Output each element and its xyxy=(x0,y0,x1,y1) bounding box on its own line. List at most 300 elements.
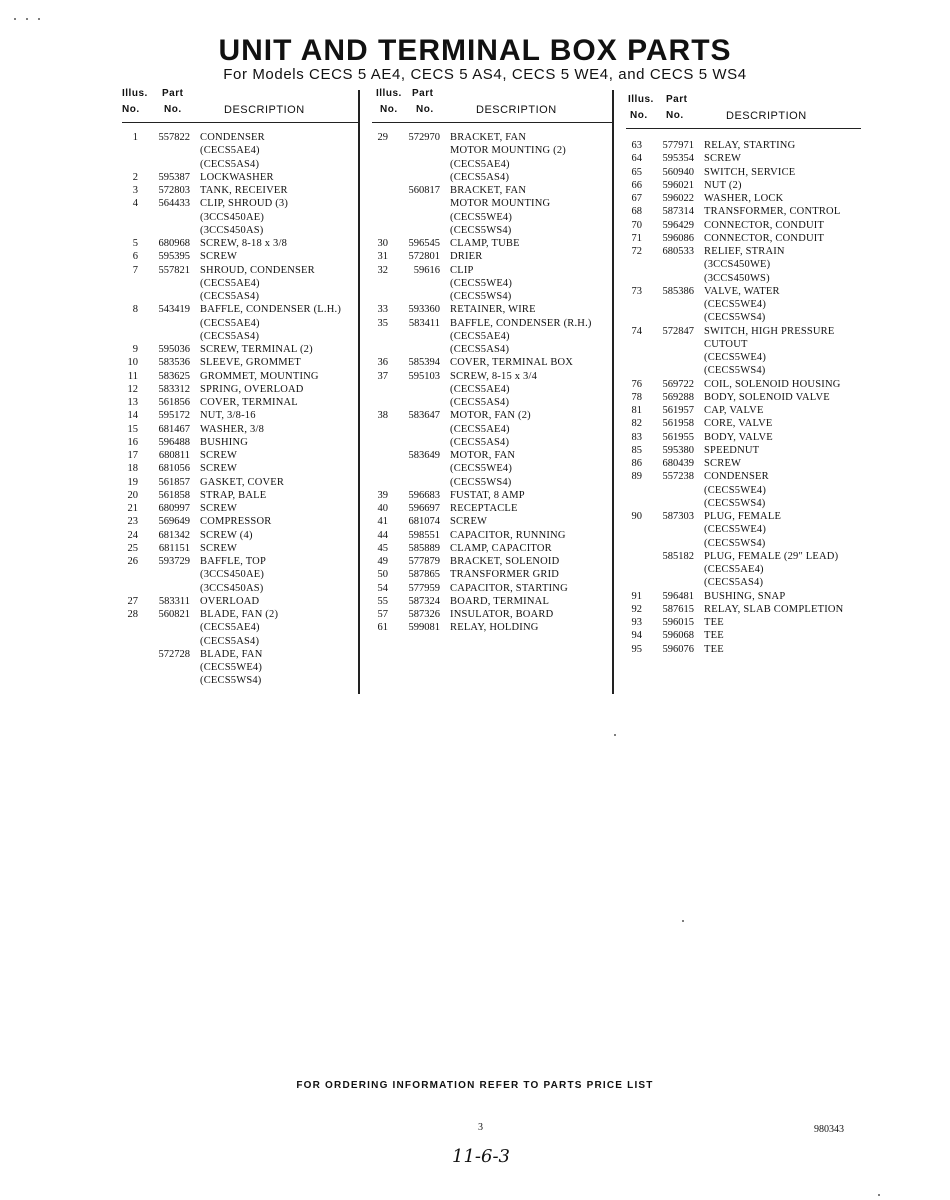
part-number: 593729 xyxy=(158,556,190,567)
page-title: UNIT AND TERMINAL BOX PARTS xyxy=(218,34,732,67)
part-row xyxy=(372,211,612,224)
part-number xyxy=(138,568,190,581)
part-row xyxy=(626,166,861,179)
illus-number: 3 xyxy=(132,185,138,196)
part-description: INSULATOR, BOARD xyxy=(450,609,554,620)
illus-number xyxy=(122,674,138,687)
part-number: 557821 xyxy=(158,264,190,276)
illus-number: 30 xyxy=(377,238,388,249)
illus-number: 50 xyxy=(377,569,388,581)
illus-number: 54 xyxy=(377,582,388,594)
part-row xyxy=(372,224,612,237)
part-number xyxy=(642,298,694,311)
part-row xyxy=(122,184,360,197)
part-description: (CECS5WE4) xyxy=(450,463,513,475)
part-description: (CECS5WS4) xyxy=(200,675,262,687)
illus-number xyxy=(372,290,388,303)
part-description: (3CCS450AE) xyxy=(200,211,265,223)
part-description: BOARD, TERMINAL xyxy=(450,595,550,607)
part-number: 596076 xyxy=(662,643,694,655)
part-description: (CECS5WS4) xyxy=(704,365,766,377)
part-row xyxy=(122,436,360,449)
part-number xyxy=(388,476,440,489)
page-subtitle: For Models CECS 5 AE4, CECS 5 AS4, CECS 5 WE4, and CECS 5 WS4 xyxy=(223,66,747,83)
illus-number xyxy=(626,364,642,377)
scan-speck xyxy=(682,920,684,922)
illus-number xyxy=(372,436,388,449)
part-description: CLAMP, TUBE xyxy=(450,238,520,249)
part-description: CLAMP, CAPACITOR xyxy=(450,542,552,554)
part-number: 557238 xyxy=(662,471,694,483)
part-number: 595172 xyxy=(158,410,190,422)
part-row xyxy=(626,470,861,483)
part-row xyxy=(122,211,360,224)
part-row xyxy=(626,523,861,536)
part-description: SCREW xyxy=(704,458,742,469)
part-number: 595395 xyxy=(158,251,190,263)
illus-number xyxy=(122,648,138,661)
part-number xyxy=(138,211,190,224)
part-description: TEE xyxy=(704,617,724,628)
part-number xyxy=(642,497,694,510)
part-row xyxy=(122,542,360,555)
part-description: FUSTAT, 8 AMP xyxy=(450,489,525,501)
illus-number xyxy=(372,144,388,157)
part-number: 680968 xyxy=(158,238,190,249)
part-description: RELAY, SLAB COMPLETION xyxy=(704,603,844,615)
part-number: 680439 xyxy=(662,458,694,469)
header-illus: Illus. xyxy=(628,94,654,105)
part-number: 596022 xyxy=(662,193,694,204)
part-description: MOTOR MOUNTING xyxy=(450,198,551,210)
part-row xyxy=(372,330,612,343)
part-number: 595103 xyxy=(408,370,440,382)
part-number: 596015 xyxy=(662,617,694,628)
part-number: 583311 xyxy=(158,595,190,607)
illus-number: 10 xyxy=(127,357,138,369)
part-row xyxy=(626,245,861,258)
part-row xyxy=(372,489,612,502)
parts-list xyxy=(626,139,861,656)
illus-number xyxy=(626,338,642,351)
part-row xyxy=(372,343,612,356)
part-number: 543419 xyxy=(158,304,190,316)
illus-number: 24 xyxy=(127,529,138,541)
part-row xyxy=(122,277,360,290)
part-row xyxy=(626,563,861,576)
illus-number xyxy=(122,330,138,343)
illus-number: 27 xyxy=(127,595,138,607)
part-number xyxy=(388,197,440,210)
part-row xyxy=(372,529,612,542)
part-number xyxy=(388,290,440,303)
part-description: (CECS5AE4) xyxy=(450,383,510,395)
illus-number xyxy=(372,449,388,462)
part-number: 587865 xyxy=(408,569,440,581)
part-number: 561955 xyxy=(662,431,694,443)
part-row xyxy=(372,462,612,475)
part-number xyxy=(642,563,694,576)
illus-number xyxy=(626,563,642,576)
illus-number: 33 xyxy=(377,304,388,316)
illus-number: 66 xyxy=(631,179,642,191)
illus-number xyxy=(372,396,388,409)
part-description: NUT, 3/8-16 xyxy=(200,410,256,422)
illus-number: 49 xyxy=(377,556,388,567)
part-number: 583411 xyxy=(408,317,440,329)
part-number: 577879 xyxy=(408,556,440,567)
illus-number xyxy=(372,330,388,343)
part-number: 583312 xyxy=(158,383,190,395)
parts-column-3 xyxy=(626,92,861,656)
part-number: 680997 xyxy=(158,503,190,514)
part-number: 596086 xyxy=(662,232,694,244)
illus-number xyxy=(626,576,642,589)
part-description: (3CCS450AE) xyxy=(200,569,265,581)
part-number xyxy=(138,621,190,634)
header-illus-no: No. xyxy=(630,110,648,121)
illus-number: 7 xyxy=(132,264,138,276)
illus-number: 40 xyxy=(377,503,388,514)
illus-number xyxy=(626,311,642,324)
part-description: CLIP xyxy=(450,264,474,276)
part-row xyxy=(626,576,861,589)
part-row xyxy=(372,131,612,144)
illus-number xyxy=(372,423,388,436)
part-description: BRACKET, FAN xyxy=(450,185,527,196)
part-row xyxy=(122,661,360,674)
part-description: (CECS5AS4) xyxy=(200,158,260,170)
parts-list xyxy=(122,131,360,688)
part-row xyxy=(372,568,612,581)
part-number xyxy=(388,383,440,396)
part-description: (CECS5WE4) xyxy=(704,299,767,310)
part-description: (CECS5AE4) xyxy=(704,564,764,575)
part-description: RELAY, HOLDING xyxy=(450,622,539,634)
column-header xyxy=(122,86,360,123)
part-number xyxy=(138,635,190,648)
illus-number xyxy=(372,184,388,197)
part-number xyxy=(642,272,694,285)
part-description: TEE xyxy=(704,630,724,642)
part-description: (CECS5WE4) xyxy=(450,211,513,223)
part-description: CUTOUT xyxy=(704,338,748,350)
header-part: Part xyxy=(666,94,688,105)
part-number: 572970 xyxy=(408,132,440,143)
parts-column-2 xyxy=(372,86,612,635)
part-number: 587324 xyxy=(408,595,440,607)
part-row xyxy=(122,462,360,475)
illus-number: 32 xyxy=(377,264,388,276)
part-description: SCREW, 8-18 x 3/8 xyxy=(200,238,288,249)
illus-number xyxy=(372,383,388,396)
illus-number: 41 xyxy=(377,516,388,528)
part-row xyxy=(122,674,360,687)
illus-number xyxy=(372,197,388,210)
part-row xyxy=(372,449,612,462)
part-number: 561957 xyxy=(662,405,694,416)
part-description: (3CCS450WE) xyxy=(704,259,771,271)
part-number: 569722 xyxy=(662,378,694,390)
part-row xyxy=(372,370,612,383)
illus-number: 28 xyxy=(127,609,138,620)
illus-number xyxy=(626,351,642,364)
part-number: 572803 xyxy=(158,185,190,196)
illus-number xyxy=(122,144,138,157)
scan-speck xyxy=(14,18,16,20)
part-row xyxy=(122,303,360,316)
illus-number: 25 xyxy=(127,542,138,554)
part-description: TANK, RECEIVER xyxy=(200,185,288,196)
part-number: 560817 xyxy=(408,185,440,196)
part-number: 569288 xyxy=(662,391,694,403)
part-number xyxy=(138,317,190,330)
part-number xyxy=(388,277,440,290)
page-number: 3 xyxy=(478,1122,483,1133)
part-row xyxy=(626,391,861,404)
part-number xyxy=(138,674,190,687)
illus-number: 26 xyxy=(127,556,138,567)
part-description: (CECS5AE4) xyxy=(200,317,260,329)
illus-number xyxy=(626,258,642,271)
header-description: DESCRIPTION xyxy=(224,104,305,116)
part-row xyxy=(122,197,360,210)
part-row xyxy=(626,139,861,152)
header-part-no: No. xyxy=(666,110,684,121)
part-number: 561958 xyxy=(662,418,694,430)
illus-number: 23 xyxy=(127,516,138,528)
part-description: (3CCS450AS) xyxy=(200,582,264,594)
part-description: SCREW xyxy=(200,463,238,475)
illus-number: 17 xyxy=(127,450,138,461)
part-number: 595354 xyxy=(662,153,694,165)
part-number xyxy=(642,311,694,324)
part-row xyxy=(372,144,612,157)
header-illus-no: No. xyxy=(380,104,398,115)
part-row xyxy=(626,417,861,430)
part-description: BAFFLE, CONDENSER (R.H.) xyxy=(450,317,592,329)
part-number xyxy=(388,224,440,237)
part-number: 595387 xyxy=(158,171,190,183)
part-number: 583536 xyxy=(158,357,190,369)
part-row xyxy=(122,409,360,422)
part-description: PLUG, FEMALE xyxy=(704,511,782,522)
part-description: CONNECTOR, CONDUIT xyxy=(704,232,825,244)
part-row xyxy=(372,595,612,608)
part-row xyxy=(122,237,360,250)
part-row xyxy=(372,290,612,303)
illus-number: 29 xyxy=(377,132,388,143)
part-row xyxy=(122,290,360,303)
illus-number xyxy=(372,224,388,237)
column-divider-1 xyxy=(358,90,360,694)
part-description: SCREW xyxy=(200,542,238,554)
part-number: 585182 xyxy=(662,550,694,562)
part-row xyxy=(122,383,360,396)
part-row xyxy=(372,608,612,621)
part-number xyxy=(388,462,440,475)
header-illus: Illus. xyxy=(122,88,148,99)
part-row xyxy=(372,171,612,184)
part-description: GROMMET, MOUNTING xyxy=(200,370,319,382)
part-description: (CECS5AS4) xyxy=(450,436,510,448)
part-row xyxy=(122,582,360,595)
part-description: RELAY, STARTING xyxy=(704,140,796,151)
part-row xyxy=(626,431,861,444)
column-header xyxy=(372,86,612,123)
part-row xyxy=(626,590,861,603)
part-row xyxy=(626,537,861,550)
illus-number: 95 xyxy=(631,643,642,655)
illus-number xyxy=(122,277,138,290)
illus-number: 4 xyxy=(132,198,138,210)
illus-number xyxy=(122,211,138,224)
part-row xyxy=(372,502,612,515)
part-description: SHROUD, CONDENSER xyxy=(200,264,315,276)
illus-number: 76 xyxy=(631,378,642,390)
illus-number xyxy=(626,537,642,550)
document-number: 980343 xyxy=(814,1124,844,1135)
part-row xyxy=(372,476,612,489)
illus-number: 9 xyxy=(132,344,138,355)
part-number: 583649 xyxy=(408,450,440,461)
illus-number xyxy=(122,621,138,634)
illus-number: 38 xyxy=(377,410,388,422)
illus-number: 5 xyxy=(132,238,138,249)
part-number: 587314 xyxy=(662,206,694,218)
part-number: 587615 xyxy=(662,603,694,615)
illus-number xyxy=(372,277,388,290)
part-number: 560940 xyxy=(662,166,694,178)
part-description: (CECS5AS4) xyxy=(200,330,260,342)
part-description: SWITCH, SERVICE xyxy=(704,166,796,178)
part-row xyxy=(122,343,360,356)
illus-number: 72 xyxy=(631,246,642,257)
illus-number: 39 xyxy=(377,489,388,501)
illus-number xyxy=(372,462,388,475)
part-number xyxy=(138,290,190,303)
part-description: BAFFLE, CONDENSER (L.H.) xyxy=(200,304,342,316)
part-row xyxy=(122,264,360,277)
part-number: 585889 xyxy=(408,542,440,554)
part-row xyxy=(626,219,861,232)
illus-number: 14 xyxy=(127,410,138,422)
part-number xyxy=(388,436,440,449)
part-row xyxy=(122,502,360,515)
part-description: RETAINER, WIRE xyxy=(450,304,536,316)
part-description: BAFFLE, TOP xyxy=(200,556,266,567)
part-number: 561857 xyxy=(158,476,190,488)
part-description: (CECS5WS4) xyxy=(704,537,766,549)
illus-number: 13 xyxy=(127,397,138,408)
illus-number: 94 xyxy=(631,630,642,642)
illus-number: 61 xyxy=(377,622,388,634)
part-number: 560821 xyxy=(158,609,190,620)
part-row xyxy=(626,404,861,417)
illus-number: 36 xyxy=(377,357,388,369)
part-number xyxy=(642,351,694,364)
illus-number: 44 xyxy=(377,529,388,541)
part-number: 595036 xyxy=(158,344,190,355)
illus-number xyxy=(122,568,138,581)
part-description: (CECS5AE4) xyxy=(200,277,260,289)
part-row xyxy=(626,192,861,205)
part-row xyxy=(122,317,360,330)
illus-number xyxy=(372,343,388,356)
part-description: (3CCS450WS) xyxy=(704,272,770,284)
illus-number: 6 xyxy=(132,251,138,263)
part-description: SCREW, 8-15 x 3/4 xyxy=(450,370,538,382)
part-number xyxy=(388,343,440,356)
part-description: (CECS5WS4) xyxy=(450,476,512,488)
part-row xyxy=(372,582,612,595)
part-row xyxy=(626,258,861,271)
part-description: STRAP, BALE xyxy=(200,489,267,501)
part-description: (CECS5WS4) xyxy=(450,224,512,236)
part-number: 583647 xyxy=(408,410,440,422)
part-description: BUSHING, SNAP xyxy=(704,590,786,602)
illus-number xyxy=(122,317,138,330)
part-row xyxy=(626,484,861,497)
part-description: (CECS5WE4) xyxy=(200,662,263,673)
part-description: PLUG, FEMALE (29" LEAD) xyxy=(704,550,839,562)
header-part: Part xyxy=(162,88,184,99)
illus-number xyxy=(626,298,642,311)
ordering-note: FOR ORDERING INFORMATION REFER TO PARTS PRICE LIST xyxy=(296,1080,654,1091)
illus-number: 12 xyxy=(127,383,138,395)
part-row xyxy=(122,529,360,542)
part-description: VALVE, WATER xyxy=(704,285,780,297)
part-description: (CECS5WS4) xyxy=(450,291,512,302)
part-description: SCREW xyxy=(200,251,238,263)
illus-number xyxy=(626,550,642,563)
parts-list xyxy=(372,131,612,635)
column-header xyxy=(626,92,861,129)
part-description: WASHER, 3/8 xyxy=(200,423,265,435)
illus-number: 35 xyxy=(377,317,388,329)
part-description: CONDENSER xyxy=(704,471,769,483)
part-row xyxy=(626,205,861,218)
part-row xyxy=(626,603,861,616)
part-row xyxy=(626,152,861,165)
illus-number: 89 xyxy=(631,471,642,483)
part-number: 680811 xyxy=(158,450,190,461)
illus-number: 93 xyxy=(631,617,642,628)
part-row xyxy=(122,568,360,581)
illus-number: 31 xyxy=(377,251,388,263)
part-description: SCREW xyxy=(200,450,238,461)
part-number: 564433 xyxy=(158,198,190,210)
illus-number xyxy=(122,158,138,171)
part-row xyxy=(122,370,360,383)
part-number xyxy=(388,330,440,343)
part-number: 557822 xyxy=(158,132,190,143)
part-number: 561858 xyxy=(158,489,190,501)
part-row xyxy=(626,643,861,656)
illus-number: 8 xyxy=(132,304,138,316)
illus-number: 83 xyxy=(631,431,642,443)
part-number xyxy=(388,144,440,157)
part-description: SWITCH, HIGH PRESSURE xyxy=(704,325,835,337)
part-description: CONDENSER xyxy=(200,132,265,143)
part-description: GASKET, COVER xyxy=(200,476,285,488)
part-description: BODY, VALVE xyxy=(704,431,773,443)
part-description: (CECS5AS4) xyxy=(704,577,764,589)
part-number: 577959 xyxy=(408,582,440,594)
part-row xyxy=(122,171,360,184)
part-description: (CECS5WE4) xyxy=(704,484,767,496)
illus-number: 11 xyxy=(127,370,138,382)
